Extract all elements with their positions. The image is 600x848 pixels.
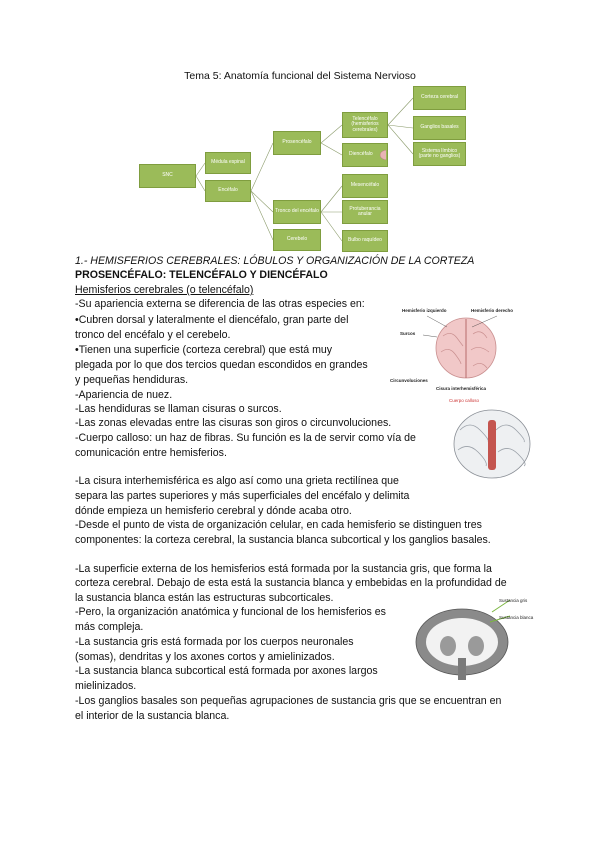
node-bulbo: Bulbo raquídeo bbox=[342, 230, 388, 252]
node-protuberancia: Protuberancia anular bbox=[342, 200, 388, 224]
text-line: corteza cerebral. Debajo de esta está la sustancia blanca y embebidas en la profundidad de bbox=[75, 577, 507, 589]
node-diencefalo-label: Diencéfalo bbox=[349, 151, 373, 158]
brain-callosum-icon bbox=[450, 406, 534, 480]
text-line: mielinizados. bbox=[75, 680, 137, 692]
brain-callosum-figure bbox=[448, 398, 536, 480]
text-line: plegada por lo que dos tercios quedan escondidos en grandes bbox=[75, 359, 368, 371]
text-line: •Tienen una superficie (corteza cerebral) que está muy bbox=[75, 344, 333, 356]
node-mesencefalo: Mesencéfalo bbox=[342, 174, 388, 198]
text-line: -Los ganglios basales son pequeñas agrupaciones de sustancia gris que se encuentran en bbox=[75, 695, 502, 707]
brain-mini-icon bbox=[379, 149, 386, 161]
text-line: -La sustancia gris está formada por los cuerpos neuronales bbox=[75, 636, 354, 648]
text-line: comunicación entre hemisferios. bbox=[75, 447, 227, 459]
text-line: •Cubren dorsal y lateralmente el diencéfalo, gran parte del bbox=[75, 314, 349, 326]
node-snc: SNC bbox=[139, 164, 196, 188]
text-line: y pequeñas hendiduras. bbox=[75, 374, 189, 386]
label-sustancia-gris: Sustancia gris bbox=[499, 598, 528, 603]
label-circunvoluciones: Circunvoluciones bbox=[390, 378, 428, 383]
node-prosencefalo: Prosencéfalo bbox=[273, 131, 321, 155]
text-line: separa las partes superiores y más superficiales del encéfalo y delimita bbox=[75, 490, 410, 502]
text-line: la sustancia blanca están las estructuras subcorticales. bbox=[75, 592, 334, 604]
page-title: Tema 5: Anatomía funcional del Sistema Nervioso bbox=[184, 70, 416, 82]
text-line: dónde empieza un hemisferio cerebral y dónde acaba otro. bbox=[75, 505, 352, 517]
text-line: -Pero, la organización anatómica y funcional de los hemisferios es bbox=[75, 606, 386, 618]
text-line: tronco del encéfalo y el cerebelo. bbox=[75, 329, 231, 341]
node-encefalo: Encéfalo bbox=[205, 180, 251, 202]
node-ganglios: Ganglios basales bbox=[413, 116, 466, 140]
pointer-lines bbox=[417, 315, 517, 345]
label-surcos: Surcos bbox=[400, 331, 416, 336]
subheading-hemisferios: Hemisferios cerebrales (o telencéfalo) bbox=[75, 284, 254, 296]
node-medula: Médula espinal bbox=[205, 152, 251, 174]
node-diencefalo bbox=[342, 143, 388, 167]
text-line: más compleja. bbox=[75, 621, 144, 633]
text-line: -Las zonas elevadas entre las cisuras son giros o circunvoluciones. bbox=[75, 417, 392, 429]
node-tronco: Tronco del encéfalo bbox=[273, 200, 321, 224]
heading-section: 1.- HEMISFERIOS CEREBRALES: LÓBULOS Y ORGANIZACIÓN DE LA CORTEZA bbox=[75, 255, 475, 267]
label-left-hemisphere: Hemisferio izquierdo bbox=[402, 308, 447, 313]
text-line: -Apariencia de nuez. bbox=[75, 389, 173, 401]
label-cisura: Cisura interhemisférica bbox=[436, 386, 487, 391]
text-line: -Las hendiduras se llaman cisuras o surcos. bbox=[75, 403, 282, 415]
node-limbico: Sistema límbico (parte no ganglios) bbox=[413, 142, 466, 166]
text-line: -Desde el punto de vista de organización celular, en cada hemisferio se distinguen tres bbox=[75, 519, 482, 531]
text-line: el interior de la sustancia blanca. bbox=[75, 710, 230, 722]
text-line: componentes: la corteza cerebral, la sustancia blanca subcortical y los ganglios basales. bbox=[75, 534, 491, 546]
node-cerebelo: Cerebelo bbox=[273, 229, 321, 251]
node-corteza: Corteza cerebral bbox=[413, 86, 466, 110]
brain-top-figure bbox=[395, 306, 535, 376]
text-line: -La sustancia blanca subcortical está formada por axones largos bbox=[75, 665, 378, 677]
label-sustancia-blanca: Sustancia blanca bbox=[499, 615, 534, 620]
node-telencefalo: Telencéfalo (hemisferios cerebrales) bbox=[342, 112, 388, 138]
heading-prosencefalo: PROSENCÉFALO: TELENCÉFALO Y DIENCÉFALO bbox=[75, 269, 328, 281]
text-line: (somas), dendritas y los axones cortos y amielinizados. bbox=[75, 651, 335, 663]
text-line: -La superficie externa de los hemisferios está formada por la sustancia gris, que forma la bbox=[75, 563, 492, 575]
coronal-section-figure bbox=[412, 598, 540, 684]
label-right-hemisphere: Hemisferio derecho bbox=[471, 308, 514, 313]
text-line: -Cuerpo calloso: un haz de fibras. Su función es la de servir como vía de bbox=[75, 432, 416, 444]
label-cuerpo-calloso: Cuerpo calloso bbox=[449, 398, 480, 403]
text-line: -La cisura interhemisférica es algo así como una grieta rectilínea que bbox=[75, 475, 399, 487]
text-line: -Su apariencia externa se diferencia de las otras especies en: bbox=[75, 298, 365, 310]
